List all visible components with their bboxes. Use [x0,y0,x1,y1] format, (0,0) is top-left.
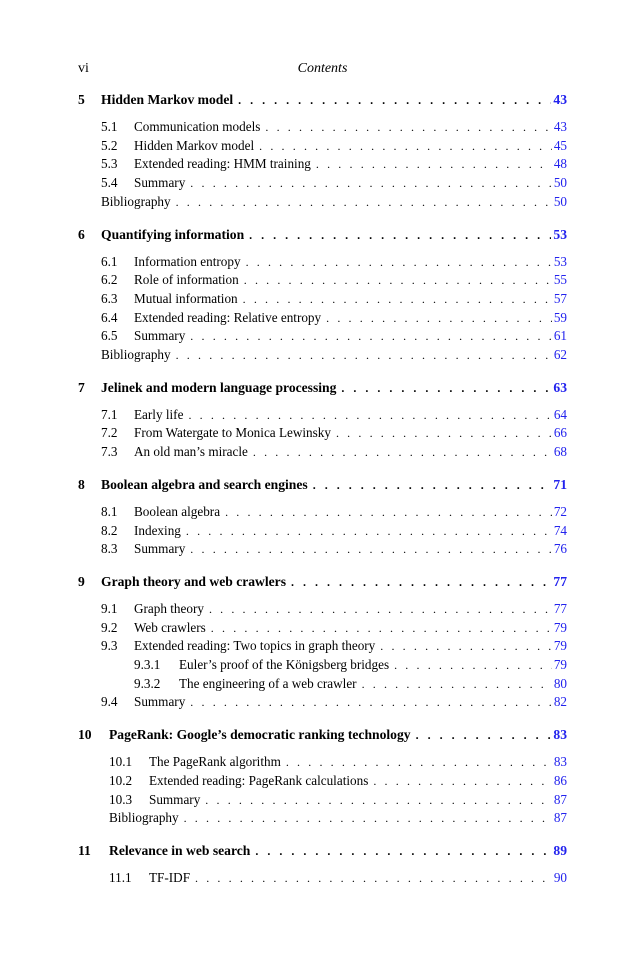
entry-title: Web crawlers [134,619,206,635]
entry-title: Early life [134,406,184,422]
entry-page-link[interactable]: 87 [553,810,567,826]
chapter-page-link[interactable]: 83 [553,727,567,743]
section-entry[interactable] [78,137,567,156]
entry-number: 8.1 [101,503,118,519]
leader-dots [186,523,552,541]
entry-title: Summary [134,328,186,344]
leader-dots [176,347,552,365]
chapter-number: 6 [78,226,85,242]
toc-chapter [78,725,567,828]
entry-page-link[interactable]: 48 [553,156,567,172]
entry-page-link[interactable]: 72 [553,503,567,519]
leader-dots [243,291,552,309]
running-header [78,61,567,79]
bibliography-entry[interactable] [78,346,567,365]
leader-dots [341,378,551,398]
entry-number: 10.1 [109,754,133,770]
entry-page-link[interactable]: 59 [553,309,567,325]
section-entry[interactable] [78,253,567,272]
section-entry[interactable] [78,290,567,309]
entry-number: 11.1 [109,869,132,885]
entry-title: Bibliography [109,810,179,826]
chapter-heading[interactable] [78,725,567,745]
entry-page-link[interactable]: 45 [553,137,567,153]
entry-title: Boolean algebra [134,503,221,519]
entry-title: Role of information [134,272,239,288]
leader-dots [190,541,552,559]
chapter-title: Quantifying information [101,226,245,242]
leader-dots [380,638,552,656]
chapter-number: 8 [78,476,85,492]
leader-dots [238,90,551,110]
entry-page-link[interactable]: 61 [553,328,567,344]
entry-number: 6.3 [101,290,118,306]
leader-dots [316,156,552,174]
toc-chapter [78,90,567,212]
chapter-title: PageRank: Google’s democratic ranking technology [109,727,411,743]
entry-number: 6.2 [101,272,118,288]
leader-dots [326,310,552,328]
entry-page-link[interactable]: 90 [553,869,567,885]
entry-page-link[interactable]: 79 [553,619,567,635]
entry-number: 9.4 [101,694,118,710]
entry-title: Summary [134,541,186,557]
leader-dots [249,225,551,245]
leader-dots [190,694,552,712]
section-entry[interactable] [78,753,567,772]
entry-page-link[interactable]: 83 [553,754,567,770]
leader-dots [394,657,552,675]
entry-number: 10.3 [109,791,133,807]
section-entry[interactable] [78,772,567,791]
chapter-number: 10 [78,727,92,743]
leader-dots [362,676,552,694]
entry-title: The engineering of a web crawler [179,675,357,691]
entry-title: Communication models [134,119,261,134]
chapter-page-link[interactable]: 71 [553,476,567,492]
entry-number: 9.1 [101,600,118,616]
entry-page-link[interactable]: 50 [553,175,567,191]
entry-title: TF-IDF [149,869,191,885]
leader-dots [225,504,552,522]
entry-title: Extended reading: Two topics in graph theory [134,638,376,654]
entry-page-link[interactable]: 64 [553,406,567,422]
entry-page-link[interactable]: 79 [553,638,567,654]
entry-page-link[interactable]: 66 [553,425,567,441]
entry-page-link[interactable]: 79 [553,657,567,673]
section-entry[interactable] [78,406,567,425]
chapter-page-link[interactable]: 89 [553,842,567,858]
leader-dots [336,425,552,443]
entry-number: 5.3 [101,156,118,172]
section-entry[interactable] [78,327,567,346]
entry-number: 6.1 [101,253,118,269]
entry-title: From Watergate to Monica Lewinsky [134,425,331,441]
entry-title: Graph theory [134,600,204,616]
entry-title: Euler’s proof of the Königsberg bridges [179,657,390,673]
entry-page-link[interactable]: 77 [553,600,567,616]
chapter-title: Boolean algebra and search engines [101,476,308,492]
chapter-title: Relevance in web search [109,842,251,858]
entry-page-link[interactable]: 62 [553,347,567,363]
leader-dots [195,870,552,888]
header-title: Contents [297,61,348,76]
entry-title: Summary [134,175,186,191]
chapter-heading[interactable] [78,841,567,861]
entry-title: Summary [149,791,201,807]
entry-number: 5.2 [101,137,118,153]
bibliography-entry[interactable] [78,193,567,212]
entry-page-link[interactable]: 43 [553,119,567,134]
leader-dots [211,620,552,638]
entry-number: 8.2 [101,522,118,538]
entry-page-link[interactable]: 57 [553,290,567,306]
leader-dots [188,407,551,425]
leader-dots [373,773,551,791]
entry-page-link[interactable]: 80 [553,675,567,691]
subsection-entry[interactable] [78,656,567,675]
entry-title: Extended reading: Relative entropy [134,309,322,325]
entry-title: Hidden Markov model [134,137,255,153]
chapter-title: Jelinek and modern language processing [101,379,337,395]
entry-number: 10.2 [109,772,133,788]
entry-page-link[interactable]: 74 [553,522,567,538]
section-entry[interactable] [78,522,567,541]
section-entry[interactable] [78,637,567,656]
entry-page-link[interactable]: 68 [553,444,567,460]
entry-number: 9.2 [101,619,118,635]
chapter-number: 5 [78,92,85,107]
entry-page-link[interactable]: 55 [553,272,567,288]
entry-title: The PageRank algorithm [149,754,281,770]
leader-dots [190,175,552,193]
section-entry[interactable] [78,503,567,522]
chapter-title: Graph theory and web crawlers [101,573,287,589]
section-entry[interactable] [78,443,567,462]
bibliography-entry[interactable] [78,809,567,828]
chapter-heading[interactable] [78,475,567,495]
entry-number: 9.3 [101,638,118,654]
section-entry[interactable] [78,619,567,638]
chapter-heading[interactable] [78,572,567,592]
leader-dots [244,272,552,290]
entry-title: Summary [134,694,186,710]
entry-number: 7.3 [101,444,118,460]
section-entry[interactable] [78,155,567,174]
table-of-contents [78,90,567,888]
leader-dots [313,475,552,495]
leader-dots [265,119,551,137]
chapter-title: Hidden Markov model [101,92,234,107]
chapter-page-link[interactable]: 63 [553,379,567,395]
chapter-heading[interactable] [78,378,567,398]
leader-dots [255,841,551,861]
toc-chapter [78,475,567,559]
section-entry[interactable] [78,174,567,193]
section-entry[interactable] [78,791,567,810]
entry-number: 6.4 [101,309,118,325]
subsection-entry[interactable] [78,675,567,694]
section-entry[interactable] [78,424,567,443]
entry-number: 5.1 [101,119,118,134]
chapter-number: 11 [78,842,91,858]
leader-dots [190,328,552,346]
entry-title: Bibliography [101,347,171,363]
leader-dots [205,792,552,810]
entry-number: 5.4 [101,175,118,191]
section-entry[interactable] [78,600,567,619]
entry-number: 8.3 [101,541,118,557]
entry-number: 7.2 [101,425,118,441]
section-entry[interactable] [78,271,567,290]
leader-dots [416,725,552,745]
toc-chapter [78,378,567,462]
entry-number: 6.5 [101,328,118,344]
entry-title: Indexing [134,522,181,538]
chapter-number: 9 [78,573,85,589]
leader-dots [246,254,552,272]
entry-page-link[interactable]: 87 [553,791,567,807]
header-page-number: vi [78,61,89,76]
section-entry[interactable] [78,693,567,712]
section-entry[interactable] [78,540,567,559]
leader-dots [184,810,552,828]
entry-title: Mutual information [134,290,238,306]
entry-number: 9.3.2 [134,675,161,691]
toc-chapter [78,841,567,888]
leader-dots [209,601,552,619]
chapter-number: 7 [78,379,85,395]
section-entry[interactable] [78,118,567,137]
entry-title: Bibliography [101,193,171,209]
entry-page-link[interactable]: 82 [553,694,567,710]
entry-title: An old man’s miracle [134,444,248,460]
entry-page-link[interactable]: 53 [553,253,567,269]
entry-page-link[interactable]: 50 [553,193,567,209]
entry-number: 9.3.1 [134,657,161,673]
leader-dots [253,444,552,462]
chapter-page-link[interactable]: 53 [553,226,567,242]
chapter-heading[interactable] [78,90,567,110]
section-entry[interactable] [78,309,567,328]
entry-page-link[interactable]: 86 [553,772,567,788]
leader-dots [259,138,552,156]
toc-chapter [78,572,567,712]
chapter-heading[interactable] [78,225,567,245]
chapter-page-link[interactable]: 77 [553,573,567,589]
entry-title: Extended reading: HMM training [134,156,311,172]
entry-title: Extended reading: PageRank calculations [149,772,369,788]
entry-page-link[interactable]: 76 [553,541,567,557]
chapter-page-link[interactable]: 43 [553,92,567,107]
leader-dots [286,754,552,772]
section-entry[interactable] [78,869,567,888]
leader-dots [291,572,551,592]
entry-title: Information entropy [134,253,241,269]
toc-chapter [78,225,567,365]
entry-number: 7.1 [101,406,118,422]
leader-dots [176,194,552,212]
